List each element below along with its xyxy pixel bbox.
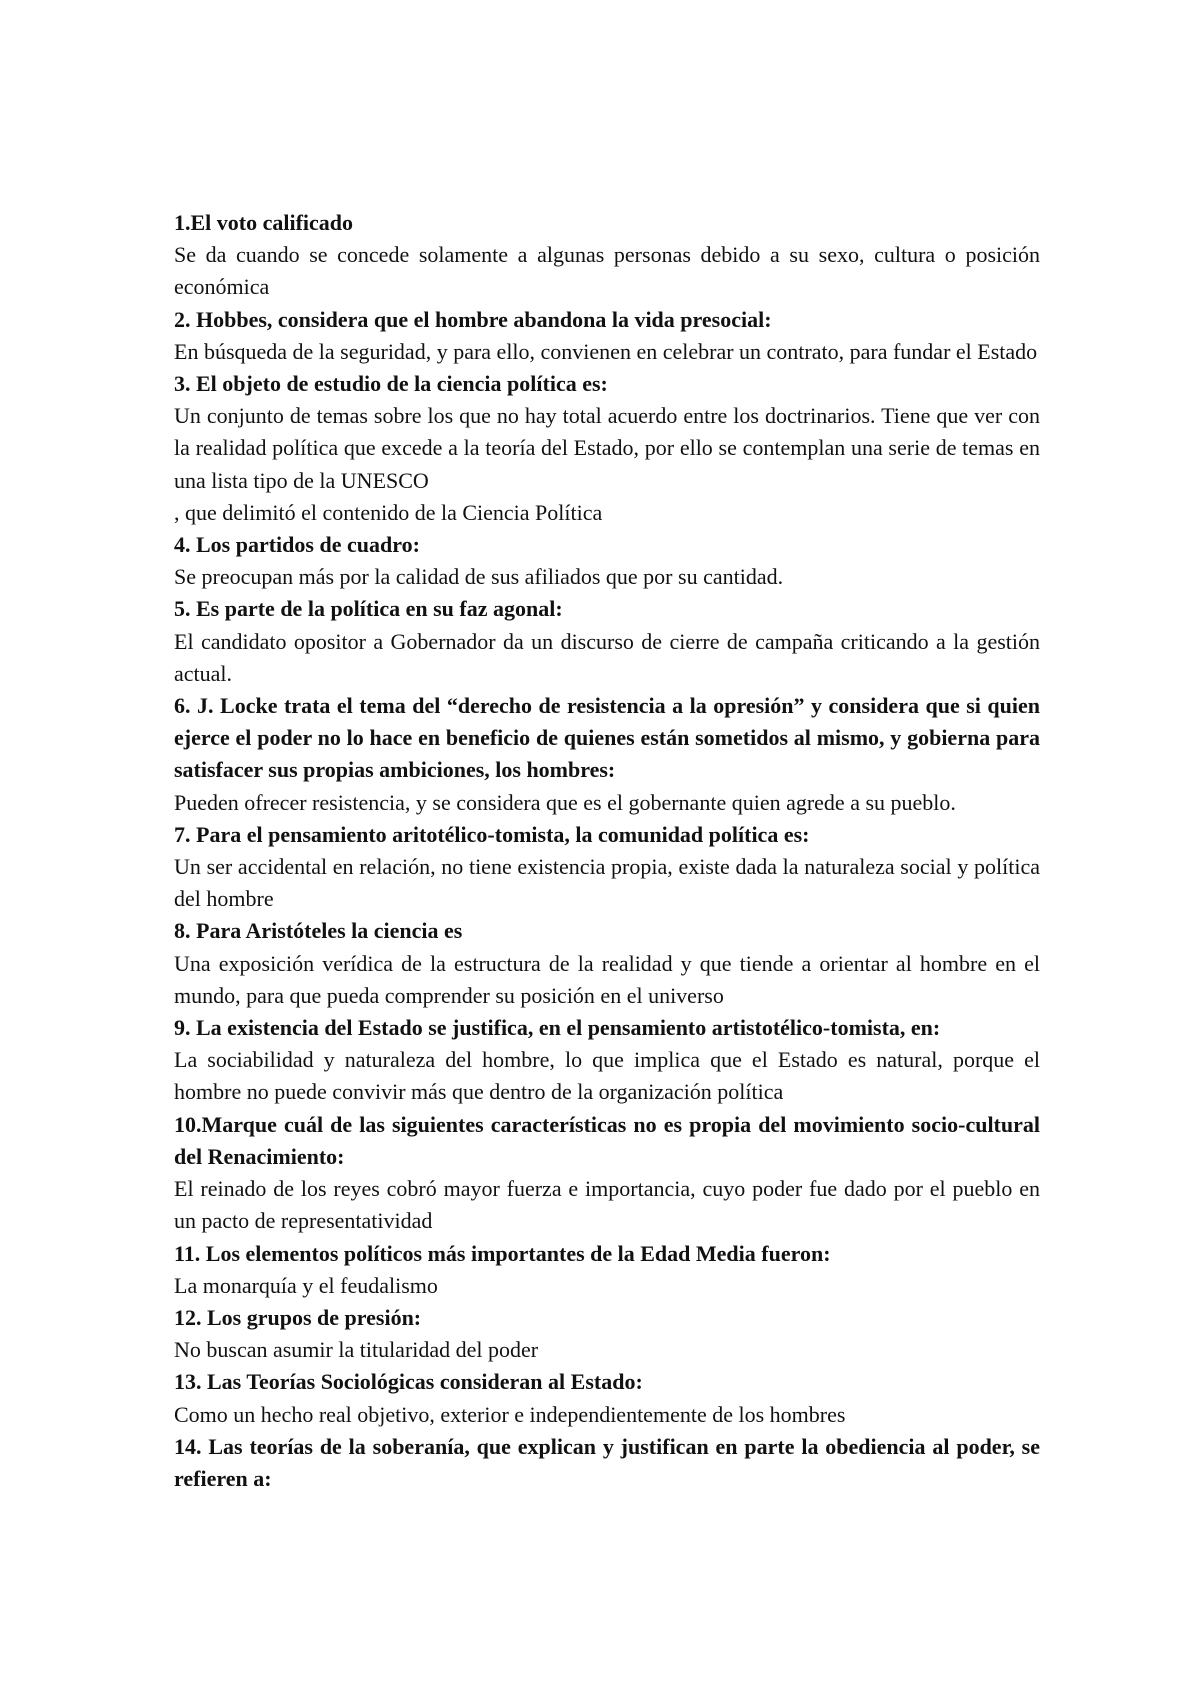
question-10: 10.Marque cuál de las siguientes características no es propia del movimiento socio-cultural del Renacimiento: (174, 1111, 1040, 1169)
question-14: 14. Las teorías de la soberanía, que explican y justifican en parte la obediencia al poder, se refieren a: (174, 1433, 1040, 1491)
question-3: 3. El objeto de estudio de la ciencia política es: (174, 371, 608, 397)
answer-9: La sociabilidad y naturaleza del hombre, lo que implica que el Estado es natural, porque el hombre no puede convivir más que dentro de la organización política (174, 1047, 1040, 1105)
answer-12: No buscan asumir la titularidad del poder (174, 1337, 539, 1363)
answer-11: La monarquía y el feudalismo (174, 1272, 438, 1298)
question-2: 2. Hobbes, considera que el hombre abandona la vida presocial: (174, 306, 772, 332)
answer-7: Un ser accidental en relación, no tiene existencia propia, existe dada la naturaleza social y política del hombre (174, 854, 1040, 912)
question-8: 8. Para Aristóteles la ciencia es (174, 918, 463, 944)
question-5: 5. Es parte de la política en su faz agonal: (174, 596, 563, 622)
document-page (174, 207, 1040, 1495)
question-4: 4. Los partidos de cuadro: (174, 532, 420, 558)
question-1: 1.El voto calificado (174, 210, 354, 235)
answer-8: Una exposición verídica de la estructura de la realidad y que tiende a orientar al hombre en el mundo, para que pueda comprender su posición en el universo (174, 950, 1040, 1008)
answer-4: Se preocupan más por la calidad de sus afiliados que por su cantidad. (174, 564, 784, 590)
question-6: 6. J. Locke trata el tema del “derecho de resistencia a la opresión” y considera que si quien ejerce el poder no lo hace en beneficio de quienes están sometidos al mismo, y gobierna para satisfacer sus propias ambiciones, los hombres: (174, 693, 1040, 783)
answer-1: Se da cuando se concede solamente a algunas personas debido a su sexo, cultura o posición económica (174, 242, 1040, 300)
answer-10: El reinado de los reyes cobró mayor fuerza e importancia, cuyo poder fue dado por el pueblo en un pacto de representatividad (174, 1176, 1040, 1234)
question-12: 12. Los grupos de presión: (174, 1304, 422, 1330)
answer-3: Un conjunto de temas sobre los que no hay total acuerdo entre los doctrinarios. Tiene que ver con la realidad política que excede a la teoría del Estado, por ello se contemplan una serie de temas en una lista tipo de la UNESCO (174, 403, 1040, 493)
answer-2: En búsqueda de la seguridad, y para ello, convienen en celebrar un contrato, para fundar el Estado (174, 338, 1038, 364)
question-11: 11. Los elementos políticos más importantes de la Edad Media fueron: (174, 1240, 831, 1266)
answer-5: El candidato opositor a Gobernador da un discurso de cierre de campaña criticando a la gestión actual. (174, 628, 1040, 686)
question-13: 13. Las Teorías Sociológicas consideran al Estado: (174, 1369, 643, 1395)
answer-3-continuation: , que delimitó el contenido de la Ciencia Política (174, 499, 603, 525)
question-9: 9. La existencia del Estado se justifica, en el pensamiento artistotélico-tomista, en: (174, 1015, 941, 1041)
question-7: 7. Para el pensamiento aritotélico-tomista, la comunidad política es: (174, 821, 810, 847)
answer-6: Pueden ofrecer resistencia, y se considera que es el gobernante quien agrede a su pueblo. (174, 789, 956, 815)
answer-13: Como un hecho real objetivo, exterior e independientemente de los hombres (174, 1401, 846, 1427)
